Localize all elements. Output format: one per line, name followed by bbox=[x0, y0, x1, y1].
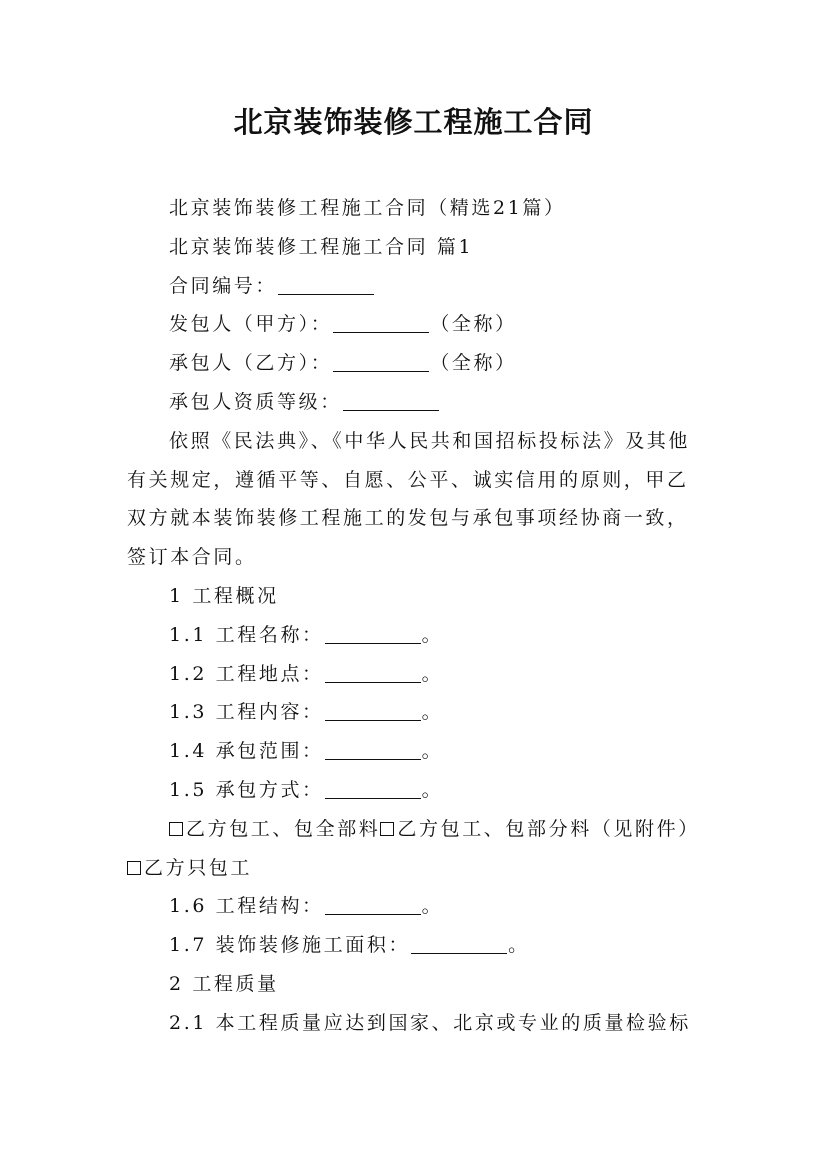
section-2-title: 2 工程质量 bbox=[169, 972, 279, 995]
item-1-2 bbox=[127, 655, 717, 694]
chapter-title-text: 北京装饰装修工程施工合同 篇1 bbox=[169, 235, 474, 258]
item-1-4-period: 。 bbox=[421, 740, 444, 763]
preamble-text-4: 签订本合同。 bbox=[127, 546, 257, 569]
item-1-7-blank bbox=[411, 934, 507, 954]
option-b-checkbox[interactable] bbox=[380, 822, 394, 836]
item-1-7-period: 。 bbox=[508, 934, 530, 957]
item-1-5 bbox=[127, 771, 717, 810]
contract-options-line-2 bbox=[127, 849, 717, 888]
party-a-line bbox=[127, 305, 717, 344]
contract-number-blank bbox=[278, 275, 374, 295]
item-1-2-label: 1.2 工程地点： bbox=[169, 662, 324, 685]
party-b-blank bbox=[333, 352, 429, 372]
item-1-2-period: 。 bbox=[421, 662, 444, 685]
item-1-1-label: 1.1 工程名称： bbox=[169, 623, 324, 646]
party-b-suffix: （全称） bbox=[430, 352, 517, 375]
preamble-line-3 bbox=[127, 499, 717, 538]
section-2-heading bbox=[127, 965, 717, 1004]
item-1-3-label: 1.3 工程内容： bbox=[169, 701, 324, 724]
item-1-2-blank bbox=[325, 663, 421, 683]
item-1-3-blank bbox=[325, 701, 421, 721]
option-c-checkbox[interactable] bbox=[127, 861, 141, 875]
chapter-title bbox=[127, 228, 717, 267]
item-1-3 bbox=[127, 693, 717, 732]
section-1-heading bbox=[127, 577, 717, 616]
item-1-6-blank bbox=[325, 895, 421, 915]
document-body bbox=[127, 189, 717, 1043]
contract-number-line bbox=[127, 267, 717, 306]
intro-title bbox=[127, 189, 717, 228]
preamble-text-3: 双方就本装饰装修工程施工的发包与承包事项经协商一致， bbox=[127, 507, 689, 530]
item-1-5-label: 1.5 承包方式： bbox=[169, 778, 324, 801]
party-a-label: 发包人（甲方）： bbox=[169, 313, 333, 336]
party-a-suffix: （全称） bbox=[430, 313, 517, 336]
item-1-3-period: 。 bbox=[421, 701, 444, 724]
option-b-label: 乙方包工、包部分料（见附件） bbox=[397, 817, 700, 840]
option-a-checkbox[interactable] bbox=[169, 822, 183, 836]
section-1-title: 1 工程概况 bbox=[169, 584, 279, 607]
item-1-6 bbox=[127, 887, 717, 926]
document-title: 北京装饰装修工程施工合同 bbox=[233, 105, 594, 139]
item-1-5-period: 。 bbox=[421, 778, 444, 801]
item-1-4-label: 1.4 承包范围： bbox=[169, 740, 324, 763]
item-1-6-period: 。 bbox=[421, 895, 444, 918]
qualification-line bbox=[127, 383, 717, 422]
qualification-label: 承包人资质等级： bbox=[169, 390, 342, 413]
contract-number-label: 合同编号： bbox=[169, 274, 278, 297]
contract-options-line-1 bbox=[127, 810, 717, 849]
qualification-blank bbox=[343, 391, 439, 411]
item-2-1-text: 2.1 本工程质量应达到国家、北京或专业的质量检验标 bbox=[169, 1011, 691, 1034]
party-b-label: 承包人（乙方）： bbox=[169, 352, 333, 375]
party-a-blank bbox=[333, 313, 429, 333]
preamble-line-2 bbox=[127, 461, 717, 500]
party-b-line bbox=[127, 344, 717, 383]
item-1-4-blank bbox=[325, 740, 421, 760]
preamble-text-2: 有关规定，遵循平等、自愿、公平、诚实信用的原则，甲乙 bbox=[127, 468, 689, 491]
item-1-5-blank bbox=[325, 779, 421, 799]
item-1-1-period: 。 bbox=[421, 623, 444, 646]
item-2-1 bbox=[127, 1004, 717, 1043]
item-1-7-label: 1.7 装饰装修施工面积： bbox=[169, 934, 411, 957]
preamble-line-4 bbox=[127, 538, 717, 577]
item-1-4 bbox=[127, 732, 717, 771]
item-1-7 bbox=[127, 926, 717, 965]
item-1-1 bbox=[127, 616, 717, 655]
preamble-line-1 bbox=[127, 422, 717, 461]
item-1-6-label: 1.6 工程结构： bbox=[169, 895, 324, 918]
preamble-text-1: 依照《民法典》、《中华人民共和国招标投标法》及其他 bbox=[169, 429, 691, 452]
option-c-label: 乙方只包工 bbox=[144, 856, 253, 879]
option-a-label: 乙方包工、包全部料 bbox=[186, 817, 381, 840]
intro-title-text: 北京装饰装修工程施工合同（精选21篇） bbox=[169, 197, 566, 219]
item-1-1-blank bbox=[325, 624, 421, 644]
